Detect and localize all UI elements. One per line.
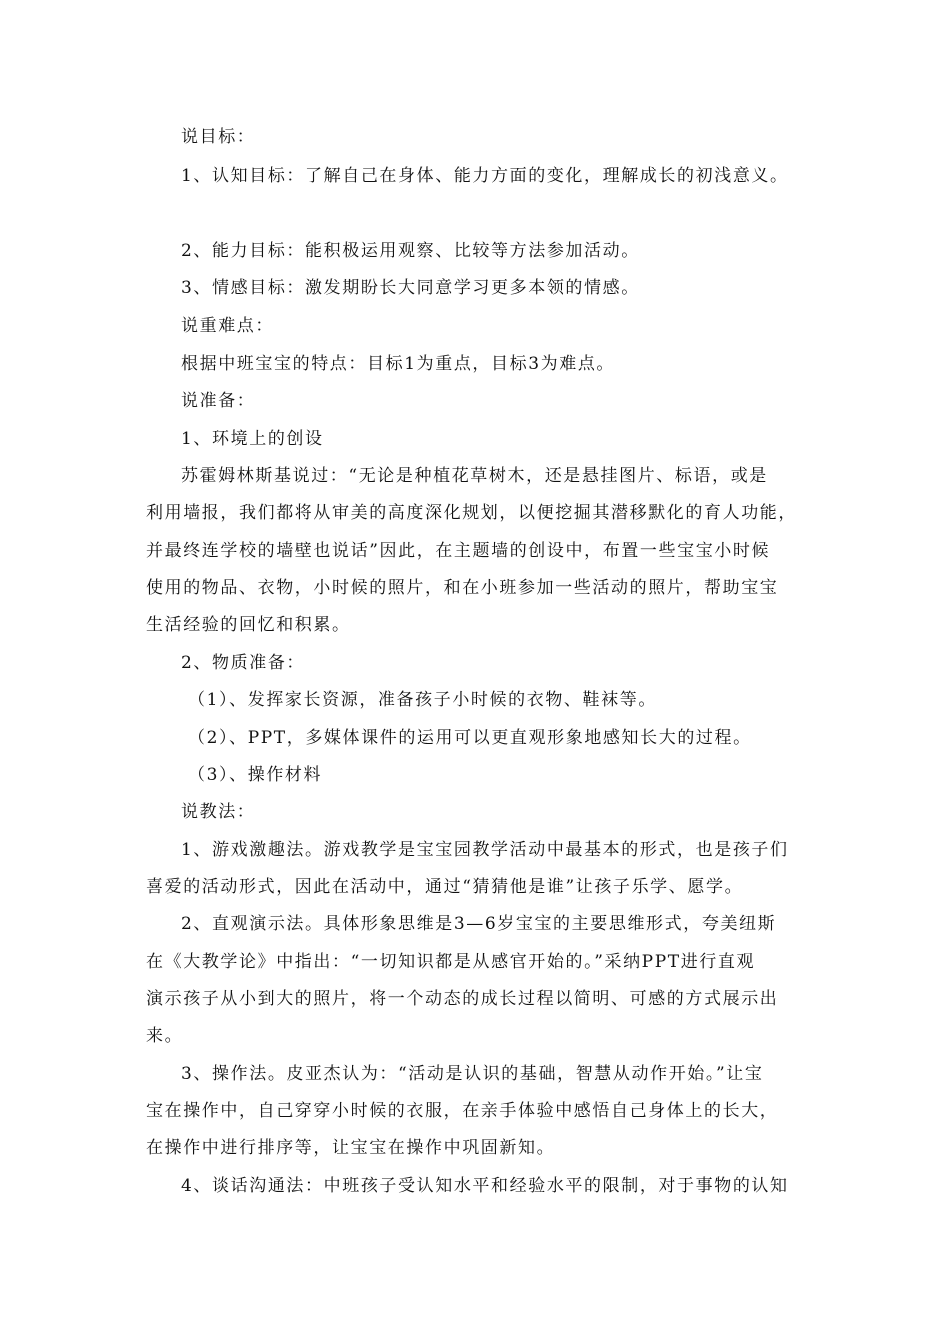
objective-3: 3、情感目标：激发期盼长大同意学习更多本领的情感。 (181, 278, 640, 298)
paragraph-line: 利用墙报，我们都将从审美的高度深化规划，以便挖掘其潜移默化的育人功能， (146, 503, 797, 523)
preparation-item-2: （2）、PPT，多媒体课件的运用可以更直观形象地感知长大的过程。 (188, 728, 752, 748)
paragraph-line: 使用的物品、衣物，小时候的照片，和在小班参加一些活动的照片，帮助宝宝 (146, 578, 779, 598)
paragraph-line: 生活经验的回忆和积累。 (146, 615, 351, 635)
key-difficulties-text: 根据中班宝宝的特点：目标1为重点，目标3为难点。 (181, 354, 616, 374)
paragraph-line: 苏霍姆林斯基说过：“无论是种植花草树木，还是悬挂图片、标语，或是 (181, 466, 768, 486)
paragraph-line: 1、游戏激趣法。游戏教学是宝宝园教学活动中最基本的形式，也是孩子们 (181, 840, 789, 860)
preparation-item-1: （1）、发挥家长资源，准备孩子小时候的衣物、鞋袜等。 (188, 690, 657, 710)
paragraph-line: 并最终连学校的墙壁也说话”因此，在主题墙的创设中，布置一些宝宝小时候 (146, 541, 771, 561)
objective-2: 2、能力目标：能积极运用观察、比较等方法参加活动。 (181, 241, 640, 261)
heading-objectives: 说目标： (181, 127, 256, 147)
paragraph-line: 宝在操作中，自己穿穿小时候的衣服，在亲手体验中感悟自己身体上的长大， (146, 1101, 779, 1121)
preparation-item-3: （3）、操作材料 (188, 765, 323, 785)
objective-1: 1、认知目标：了解自己在身体、能力方面的变化，理解成长的初浅意义。 (181, 166, 789, 186)
paragraph-line: 演示孩子从小到大的照片，将一个动态的成长过程以简明、可感的方式展示出 (146, 989, 779, 1009)
paragraph-line: 来。 (146, 1026, 184, 1046)
heading-preparation: 说准备： (181, 391, 256, 411)
paragraph-line: 3、操作法。皮亚杰认为：“活动是认识的基础，智慧从动作开始。”让宝 (181, 1064, 764, 1084)
heading-key-difficulties: 说重难点： (181, 316, 274, 336)
paragraph-line: 4、谈话沟通法：中班孩子受认知水平和经验水平的限制，对于事物的认知 (181, 1176, 789, 1196)
preparation-2-title: 2、物质准备： (181, 653, 306, 673)
preparation-1-title: 1、环境上的创设 (181, 429, 324, 449)
paragraph-line: 2、直观演示法。具体形象思维是3—6岁宝宝的主要思维形式，夸美纽斯 (181, 914, 777, 934)
heading-teaching-methods: 说教法： (181, 802, 256, 822)
paragraph-line: 在操作中进行排序等，让宝宝在操作中巩固新知。 (146, 1138, 556, 1158)
paragraph-line: 在《大教学论》中指出：“一切知识都是从感官开始的。”采纳PPT进行直观 (146, 952, 756, 972)
paragraph-line: 喜爱的活动形式，因此在活动中，通过“猜猜他是谁”让孩子乐学、愿学。 (146, 877, 744, 897)
